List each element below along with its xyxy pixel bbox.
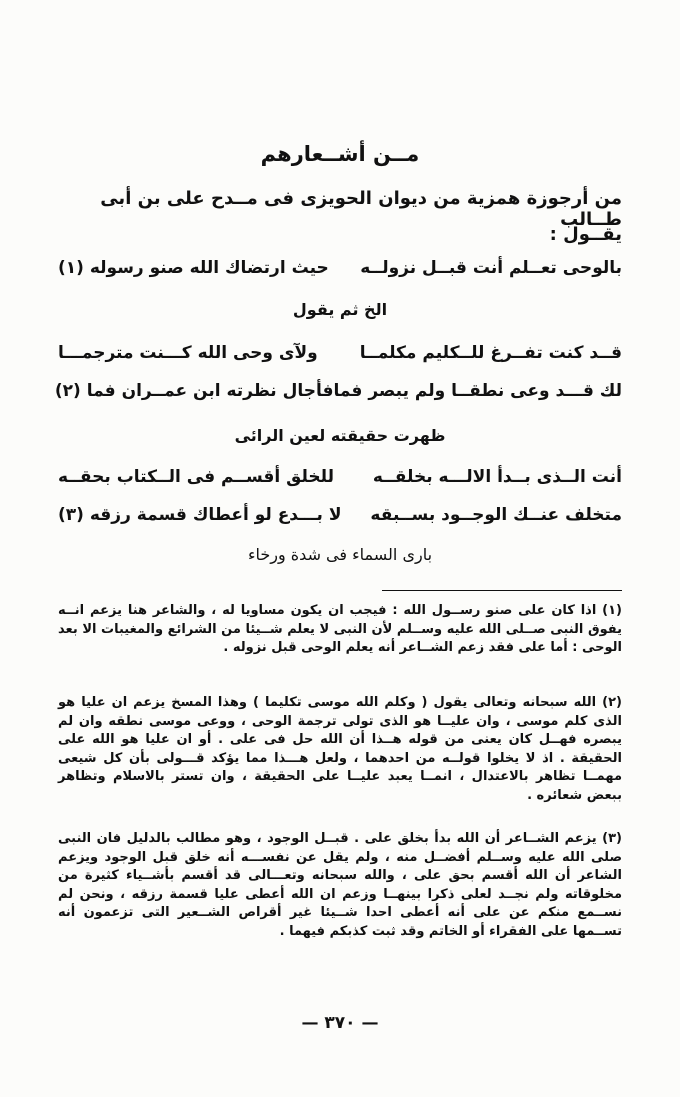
- intro-line: من أرجوزة همزية من ديوان الحويزى فى مــدح على بن أبى طــالب: [100, 188, 622, 230]
- page-number: — ٣٧٠ —: [301, 1013, 379, 1033]
- section-heading: مــن أشــعارهم: [260, 142, 420, 166]
- verse-second-hemistich: ولآى وحى الله كـــنت مترجمـــا: [58, 343, 318, 363]
- verse-first-hemistich: لك قـــد وعى نطقــا ولم يبصر فما: [333, 381, 622, 401]
- verse-row: [58, 343, 622, 363]
- verse-second-hemistich: للخلق أقســم فى الــكتاب بحقــه: [58, 467, 334, 487]
- verse-row: [58, 258, 622, 278]
- verse-second-hemistich: فأجال نظرته ابن عمــران فما (٢): [54, 381, 334, 401]
- verse-second-hemistich: حيث ارتضاك الله صنو رسوله (١): [58, 258, 329, 278]
- verse-row: [58, 467, 622, 487]
- footnote: (١) اذا كان على صنو رســول الله : فيجب ان يكون مساويا له ، والشاعر هنا يزعم انــه يفوق النبى صــلى الله عليه وســلم لأن النبى لا يعلم شــيئا من الشرائع والمغيبات الا بعد الوحى : أما على فقد زعم الشــاعر أنه يعلم الوحى قبل نزوله .: [58, 603, 622, 656]
- footnote: (٢) الله سبحانه وتعالى يقول ( وكلم الله موسى تكليما ) وهذا المسخ يزعم ان عليا هو الذى كلم موسى ، وان عليــا هو الذى تولى ترجمة الوحى ، ووعى موسى نطقه وان لم يبصره فهــل كان يعنى من قوله هــذا أن الله حل فى على . أو ان عليا هو الله على الحقيقة . اذ لا يخلوا قولــه من احدهما ، ولعل هـــذا مما يؤكد قـــولى بأن كل شيعى مهمــا تظاهر بالاعتدال ، انمــا يعبد عليــا على الحقيقة ، وان تستر بالاسلام وتظاهر ببعض شعائره .: [58, 695, 622, 803]
- verse-first-hemistich: متخلف عنــك الوجــود بســبقه: [370, 505, 622, 525]
- verse-row: [54, 381, 622, 401]
- verse-second-hemistich: لا بـــدع لو أعطاك قسمة رزقه (٣): [58, 505, 342, 525]
- verse-first-hemistich: قــد كنت تفــرغ للــكليم مكلمــا: [359, 343, 622, 363]
- verse-row: [58, 505, 622, 525]
- verse-first-hemistich: بالوحى تعــلم أنت قبــل نزولــه: [360, 258, 622, 278]
- intro-line-says: يقــول :: [549, 224, 622, 245]
- verse-first-hemistich: أنت الــذى بــدأ الالـــه بخلقــه: [372, 467, 622, 487]
- closing-line: بارى السماء فى شدة ورخاء: [247, 545, 433, 564]
- footnote-divider: [382, 590, 622, 591]
- footnote: (٣) يزعم الشــاعر أن الله بدأ بخلق على . قبــل الوجود ، وهو مطالب بالدليل فان النبى صلى الله عليه وســلم أفضــل منه ، ولم يقل عن نفســـه أنه خلق قبل الوجود ويزعم الشاعر أن الله أقسم بحق على ، والله سبحانه وتعـــالى قد أقسم بأشــياء كثيرة من مخلوقاته ولم نجــد لعلى ذكرا بينهــا وزعم ان الله أعطى عليا قسمة رزقه ، ونحن لم نســمع منكم عن على أنه أعطى احدا شــيئا غير أقراص الشــعير التى تزعمون أنه تســمها على الفقراء أو الخاتم وقد ثبت كذبكم فيهما .: [58, 831, 622, 939]
- interlude-line: ظهرت حقيقته لعين الرائى: [234, 426, 446, 445]
- interlude-line: الخ ثم يقول: [292, 300, 388, 319]
